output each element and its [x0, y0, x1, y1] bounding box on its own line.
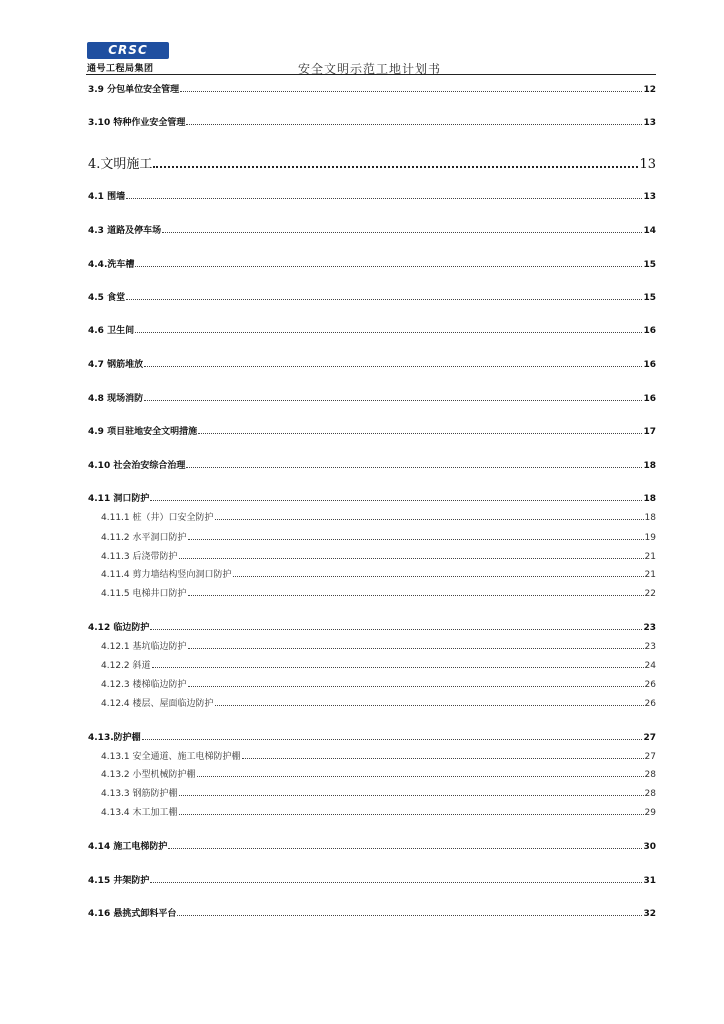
toc-entry[interactable]	[88, 357, 656, 370]
toc-entry-page: 12	[643, 85, 656, 95]
toc-entry-page: 13	[643, 118, 656, 128]
dot-leader	[179, 558, 644, 559]
toc-entry[interactable]	[88, 290, 656, 303]
toc-entry-title: 4.11.4 剪力墙结构竖向洞口防护	[101, 570, 232, 580]
toc-entry-title: 4.12.4 楼层、屋面临边防护	[101, 699, 214, 709]
toc-entry-page: 28	[644, 789, 656, 799]
toc-entry-title: 4.5 食堂	[88, 293, 126, 303]
toc-entry-title: 4.13.防护棚	[88, 733, 141, 743]
toc-entry[interactable]	[88, 323, 656, 336]
toc-entry-page: 23	[643, 623, 656, 633]
document-title: 安全文明示范工地计划书	[298, 62, 442, 76]
toc-entry-page: 26	[644, 699, 656, 709]
toc-subentry[interactable]	[101, 696, 656, 709]
toc-entry[interactable]	[88, 424, 656, 437]
dot-leader	[188, 595, 644, 596]
toc-subentry[interactable]	[101, 567, 656, 580]
toc-entry[interactable]	[88, 839, 656, 852]
dot-leader	[153, 166, 638, 168]
company-name: 通号工程局集团	[87, 64, 154, 74]
dot-leader	[188, 539, 644, 540]
header-divider	[86, 74, 656, 75]
toc-entry[interactable]	[88, 391, 656, 404]
dot-leader	[126, 299, 642, 300]
toc-entry[interactable]	[88, 189, 656, 202]
logo-text: CRSC	[108, 43, 148, 57]
toc-entry-title: 4.13.3 钢筋防护棚	[101, 789, 178, 799]
toc-entry-title: 3.9 分包单位安全管理	[88, 85, 180, 95]
toc-entry-page: 21	[644, 570, 656, 580]
dot-leader	[188, 686, 644, 687]
toc-entry-title: 4.6 卫生间	[88, 326, 135, 336]
toc-entry-page: 22	[644, 589, 656, 599]
dot-leader	[188, 648, 644, 649]
toc-entry-title: 4.12.3 楼梯临边防护	[101, 680, 187, 690]
toc-entry-title: 4.12.2 斜道	[101, 661, 151, 671]
toc-subentry[interactable]	[101, 805, 656, 818]
toc-entry-page: 29	[644, 808, 656, 818]
toc-entry-title: 4.3 道路及停车场	[88, 226, 162, 236]
toc-entry-page: 14	[643, 226, 656, 236]
dot-leader	[197, 776, 644, 777]
toc-entry-page: 18	[644, 513, 656, 523]
page-header	[0, 0, 724, 80]
toc-entry[interactable]	[88, 153, 656, 172]
toc-entry-title: 4.10 社会治安综合治理	[88, 461, 186, 471]
toc-entry-page: 26	[644, 680, 656, 690]
toc-entry-page: 32	[643, 909, 656, 919]
toc-entry[interactable]	[88, 257, 656, 270]
toc-entry-page: 27	[643, 733, 656, 743]
toc-entry[interactable]	[88, 115, 656, 128]
dot-leader	[152, 667, 644, 668]
toc-entry-title: 4.11.5 电梯井口防护	[101, 589, 187, 599]
toc-entry-page: 15	[643, 260, 656, 270]
dot-leader	[215, 705, 644, 706]
toc-entry-page: 30	[643, 842, 656, 852]
toc-entry-title: 4.16 悬挑式卸料平台	[88, 909, 177, 919]
dot-leader	[215, 519, 644, 520]
toc-entry[interactable]	[88, 82, 656, 95]
toc-subentry[interactable]	[101, 658, 656, 671]
toc-entry-title: 4.7 钢筋堆放	[88, 360, 144, 370]
toc-entry[interactable]	[88, 223, 656, 236]
toc-entry-title: 4.11.2 水平洞口防护	[101, 533, 187, 543]
dot-leader	[135, 332, 642, 333]
toc-entry[interactable]	[88, 491, 656, 504]
toc-entry-title: 4.12.1 基坑临边防护	[101, 642, 187, 652]
dot-leader	[233, 576, 644, 577]
dot-leader	[177, 915, 642, 916]
toc-subentry[interactable]	[101, 510, 656, 523]
dot-leader	[144, 366, 642, 367]
toc-entry-title: 4.文明施工	[88, 157, 153, 172]
toc-entry-page: 13	[643, 192, 656, 202]
toc-entry-page: 16	[643, 394, 656, 404]
toc-entry-title: 4.13.2 小型机械防护棚	[101, 770, 196, 780]
toc-entry-title: 4.13.1 安全通道、施工电梯防护棚	[101, 752, 241, 762]
toc-entry-page: 19	[644, 533, 656, 543]
dot-leader	[180, 91, 642, 92]
dot-leader	[242, 758, 644, 759]
toc-entry[interactable]	[88, 458, 656, 471]
toc-entry-page: 21	[644, 552, 656, 562]
toc-entry-title: 4.8 现场消防	[88, 394, 144, 404]
toc-subentry[interactable]	[101, 586, 656, 599]
toc-entry-page: 16	[643, 360, 656, 370]
toc-entry-page: 15	[643, 293, 656, 303]
dot-leader	[198, 433, 642, 434]
toc-entry-page: 13	[639, 157, 656, 172]
toc-subentry[interactable]	[101, 530, 656, 543]
dot-leader	[150, 500, 642, 501]
crsc-logo	[87, 42, 169, 59]
toc-entry-title: 4.11.3 后浇带防护	[101, 552, 178, 562]
dot-leader	[168, 848, 642, 849]
toc-entry-page: 17	[643, 427, 656, 437]
dot-leader	[135, 266, 642, 267]
dot-leader	[179, 814, 644, 815]
toc-entry-title: 4.1 围墙	[88, 192, 126, 202]
toc-entry-title: 4.4.洗车槽	[88, 260, 135, 270]
toc-entry[interactable]	[88, 730, 656, 743]
toc-subentry[interactable]	[101, 639, 656, 652]
dot-leader	[162, 232, 642, 233]
dot-leader	[150, 882, 642, 883]
toc-subentry[interactable]	[101, 549, 656, 562]
toc-entry[interactable]	[88, 620, 656, 633]
toc-entry-page: 23	[644, 642, 656, 652]
toc-entry-title: 4.15 井架防护	[88, 876, 150, 886]
toc-entry-title: 3.10 特种作业安全管理	[88, 118, 186, 128]
dot-leader	[186, 124, 642, 125]
dot-leader	[126, 198, 642, 199]
toc-entry-title: 4.11.1 桩（井）口安全防护	[101, 513, 214, 523]
toc-entry-title: 4.13.4 木工加工棚	[101, 808, 178, 818]
toc-subentry[interactable]	[101, 786, 656, 799]
toc-entry-page: 24	[644, 661, 656, 671]
dot-leader	[144, 400, 642, 401]
toc-subentry[interactable]	[101, 767, 656, 780]
toc-entry-page: 18	[643, 494, 656, 504]
toc-entry-title: 4.12 临边防护	[88, 623, 150, 633]
toc-entry-page: 18	[643, 461, 656, 471]
dot-leader	[142, 739, 643, 740]
toc-entry-title: 4.11 洞口防护	[88, 494, 150, 504]
toc-entry-page: 28	[644, 770, 656, 780]
toc-entry-page: 16	[643, 326, 656, 336]
dot-leader	[150, 629, 642, 630]
dot-leader	[179, 795, 644, 796]
toc-entry-page: 27	[644, 752, 656, 762]
toc-entry-title: 4.9 项目驻地安全文明措施	[88, 427, 198, 437]
toc-entry[interactable]	[88, 906, 656, 919]
toc-subentry[interactable]	[101, 677, 656, 690]
toc-entry-title: 4.14 施工电梯防护	[88, 842, 168, 852]
toc-subentry[interactable]	[101, 749, 656, 762]
toc-entry-page: 31	[643, 876, 656, 886]
dot-leader	[186, 467, 642, 468]
toc-entry[interactable]	[88, 873, 656, 886]
